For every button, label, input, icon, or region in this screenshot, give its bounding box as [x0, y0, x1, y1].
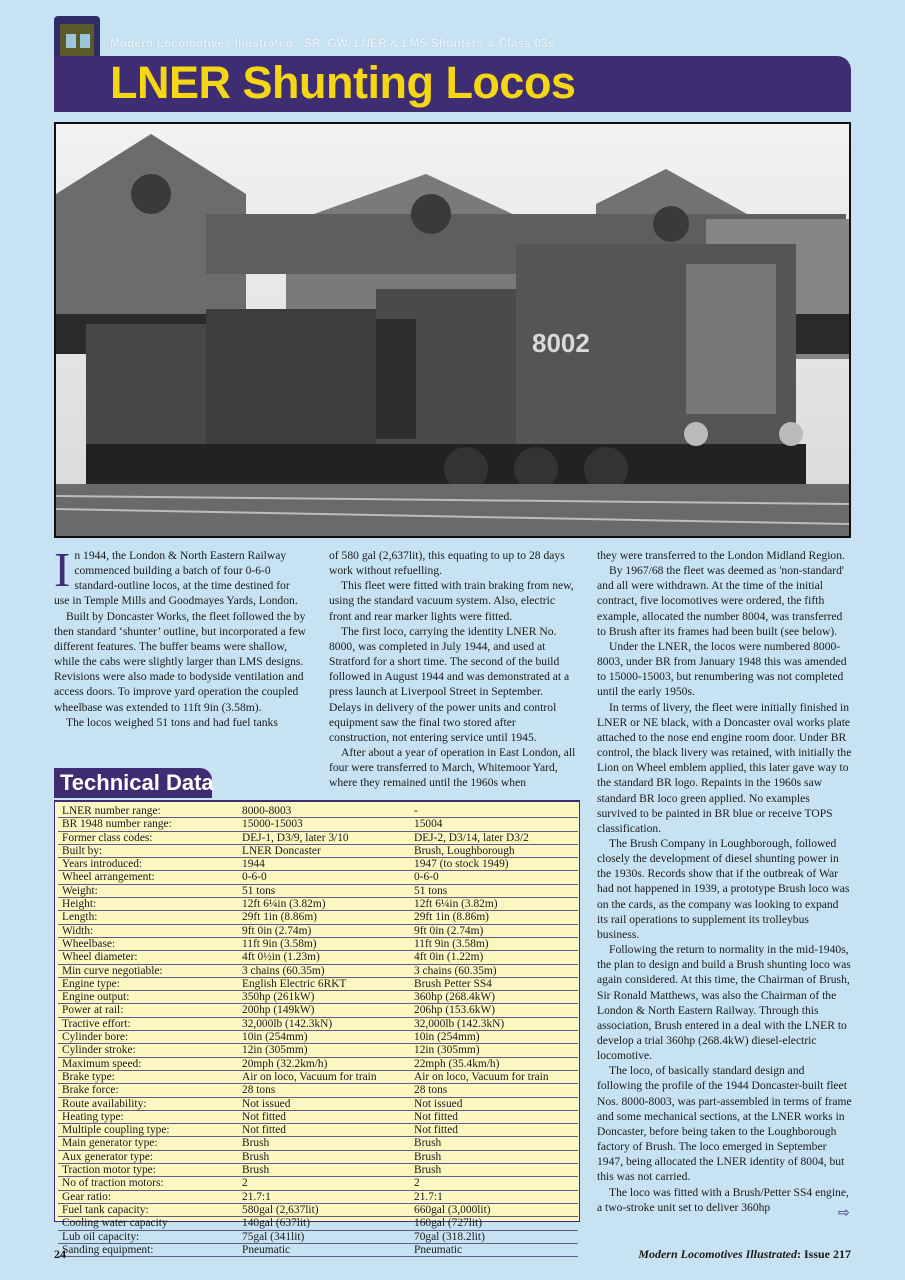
- table-row: [58, 1057, 578, 1070]
- paragraph: Built by Doncaster Works, the fleet followed the by then standard ‘shunter’ outline, but incorporated a few different features. The buffer beams were shallow, while the cabs were slightly larger than LMS designs. Revisions were also made to bodyside ventilation and access doors. To improve yard operation the coupled wheelbase was extended to 11ft 9in (3.58m).: [54, 609, 306, 714]
- table-cell: Weight:: [58, 884, 238, 897]
- page-number: 24: [54, 1247, 66, 1261]
- table-cell: 15000-15003: [238, 818, 410, 831]
- table-cell: 11ft 9in (3.58m): [410, 937, 578, 950]
- table-cell: Sanding equipment:: [58, 1243, 238, 1256]
- table-cell: 3 chains (60.35m): [410, 964, 578, 977]
- table-cell: Air on loco, Vacuum for train: [410, 1070, 578, 1083]
- table-cell: Not fitted: [410, 1124, 578, 1137]
- paragraph: The first loco, carrying the identity LNER No. 8000, was completed in July 1944, and used at Stratford for a short time. The second of the build followed in August 1944 and was demonstrated at a press launch at Liverpool Street in September. Delays in delivery of the power units and control equipment saw the final two stored after construction, not entering service until 1945.: [329, 624, 570, 744]
- table-cell: 10in (254mm): [410, 1031, 578, 1044]
- table-cell: 1947 (to stock 1949): [410, 858, 578, 871]
- table-cell: LNER number range:: [58, 805, 238, 818]
- table-cell: 11ft 9in (3.58m): [238, 937, 410, 950]
- table-row: [58, 871, 578, 884]
- table-row: [58, 1124, 578, 1137]
- table-cell: 12ft 6¼in (3.82m): [410, 898, 578, 911]
- table-cell: 4ft 0in (1.22m): [410, 951, 578, 964]
- table-row: [58, 1190, 578, 1203]
- paragraph: The loco was fitted with a Brush/Petter SS4 engine, a two-stroke unit set to deliver 360hp: [597, 1185, 849, 1214]
- table-row: [58, 1150, 578, 1163]
- table-cell: 20mph (32.2km/h): [238, 1057, 410, 1070]
- table-row: [58, 937, 578, 950]
- table-row: [58, 818, 578, 831]
- table-cell: 350hp (261kW): [238, 991, 410, 1004]
- number-plate: 8002: [532, 328, 590, 358]
- table-cell: Aux generator type:: [58, 1150, 238, 1163]
- table-row: [58, 1044, 578, 1057]
- table-cell: Brush: [410, 1150, 578, 1163]
- paragraph: of 580 gal (2,637lit), this equating to up to 28 days work without refuelling.: [329, 549, 565, 578]
- table-cell: 9ft 0in (2.74m): [410, 924, 578, 937]
- table-cell: Route availability:: [58, 1097, 238, 1110]
- table-row: [58, 844, 578, 857]
- table-cell: 51 tons: [238, 884, 410, 897]
- table-cell: 28 tons: [410, 1084, 578, 1097]
- table-cell: 660gal (3,000lit): [410, 1203, 578, 1216]
- table-row: [58, 858, 578, 871]
- table-cell: Length:: [58, 911, 238, 924]
- table-row: [58, 1137, 578, 1150]
- technical-data-title: Technical Data: [60, 770, 214, 795]
- table-cell: Lub oil capacity:: [58, 1230, 238, 1243]
- table-cell: 12in (305mm): [410, 1044, 578, 1057]
- table-row: [58, 924, 578, 937]
- table-row: [58, 1177, 578, 1190]
- table-cell: 4ft 0½in (1.23m): [238, 951, 410, 964]
- paragraph: By 1967/68 the fleet was deemed as 'non-standard' and all were withdrawn. At the time of the initial contract, five locomotives were ordered, the fifth example, allocated the number 8004, was transferred to Brush after its frames had been built (see below).: [597, 564, 845, 638]
- table-cell: Not fitted: [238, 1124, 410, 1137]
- table-cell: Former class codes:: [58, 831, 238, 844]
- table-cell: Engine type:: [58, 977, 238, 990]
- table-row: [58, 1203, 578, 1216]
- table-row: [58, 1164, 578, 1177]
- table-cell: Wheel diameter:: [58, 951, 238, 964]
- paragraph: In terms of livery, the fleet were initially finished in LNER or NE black, with a Doncaster oval works plate attached to the nose end engine room door. Under BR control, the black livery was retained, with initially the Lion on Wheel emblem applied, this later gave way to the standard BR logo. Repaints in the 1960s saw standard BR loco green applied. No examples survived to be painted in BR blue or receive TOPS classification.: [597, 700, 852, 835]
- table-cell: 12in (305mm): [238, 1044, 410, 1057]
- table-cell: 580gal (2,637lit): [238, 1203, 410, 1216]
- article-column-3: [597, 548, 852, 1215]
- table-cell: Gear ratio:: [58, 1190, 238, 1203]
- paragraph: Under the LNER, the locos were numbered 8000-8003, under BR from January 1948 this was amended to 15000-15003, but renumbering was not completed until the early 1950s.: [597, 639, 847, 699]
- page-title: LNER Shunting Locos: [110, 57, 576, 108]
- paragraph: After about a year of operation in East London, all four were transferred to March, Whitemoor Yard, where they remained until the 1960s when: [329, 746, 576, 790]
- drop-cap: I: [54, 542, 71, 597]
- table-row: [58, 964, 578, 977]
- table-cell: 10in (254mm): [238, 1031, 410, 1044]
- table-cell: 200hp (149kW): [238, 1004, 410, 1017]
- table-row: [58, 1031, 578, 1044]
- table-cell: Pneumatic: [410, 1243, 578, 1256]
- table-cell: Height:: [58, 898, 238, 911]
- table-cell: Min curve negotiable:: [58, 964, 238, 977]
- table-cell: 0-6-0: [238, 871, 410, 884]
- table-cell: Wheelbase:: [58, 937, 238, 950]
- table-cell: Main generator type:: [58, 1137, 238, 1150]
- table-cell: Brush Petter SS4: [410, 977, 578, 990]
- table-row: [58, 1084, 578, 1097]
- table-cell: Brush: [238, 1164, 410, 1177]
- article-column-1: In 1944, the London & North Eastern Railway commenced building a batch of four 0-6-0 standard-outline locos, at the time destined for use in Temple Mills and Goodmayes Yards, London. Built by Doncaster Works, the fleet followed the by then standard ‘shunter’ outline, but incorporated a few different features. The buffer beams were shallow, while the cabs were slightly larger than LMS designs. Revisions were also made to bodyside ventilation and access doors. To improve yard operation the coupled wheelbase was extended to 11ft 9in (3.58m). The locos weighed 51 tons and had fuel tanks: [54, 542, 306, 729]
- table-cell: 9ft 0in (2.74m): [238, 924, 410, 937]
- paragraph: Following the return to normality in the mid-1940s, the plan to design and build a Brush shunting loco was again considered. At this time, the Chairman of Brush, Sir Ronald Matthews, was also the Chairman of the London & North Eastern Railway. Through this association, Brush entered in a deal with the LNER to develop a trial 360hp (268.4kW) diesel-electric locomotive.: [597, 943, 851, 1063]
- table-row: [58, 1070, 578, 1083]
- table-cell: Years introduced:: [58, 858, 238, 871]
- table-cell: Cooling water capacity: [58, 1217, 238, 1230]
- table-cell: Engine output:: [58, 991, 238, 1004]
- table-cell: 29ft 1in (8.86m): [238, 911, 410, 924]
- table-cell: 140gal (637lit): [238, 1217, 410, 1230]
- table-cell: Cylinder stroke:: [58, 1044, 238, 1057]
- table-cell: 0-6-0: [410, 871, 578, 884]
- table-cell: Maximum speed:: [58, 1057, 238, 1070]
- table-cell: Brake force:: [58, 1084, 238, 1097]
- table-cell: 2: [410, 1177, 578, 1190]
- table-cell: Multiple coupling type:: [58, 1124, 238, 1137]
- table-cell: Not issued: [238, 1097, 410, 1110]
- table-cell: 22mph (35.4km/h): [410, 1057, 578, 1070]
- table-cell: DEJ-1, D3/9, later 3/10: [238, 831, 410, 844]
- technical-data-table: [58, 805, 578, 1257]
- table-cell: Wheel arrangement:: [58, 871, 238, 884]
- paragraph: they were transferred to the London Midland Region.: [597, 549, 845, 562]
- arrow-right-icon: ⇨: [838, 1205, 850, 1221]
- article-column-2: [329, 548, 577, 791]
- table-cell: Not fitted: [238, 1110, 410, 1123]
- table-cell: 12ft 6¼in (3.82m): [238, 898, 410, 911]
- table-cell: 1944: [238, 858, 410, 871]
- paragraph: The loco, of basically standard design and following the profile of the 1944 Doncaster-built fleet Nos. 8000-8003, was part-assembled in terms of frame and some mechanical sections, at the LNER works in Doncaster, before being taken to the Loughborough factory of Brush. The loco emerged in September 1947, being allocated the LNER identity of 8004, but this was not carried.: [597, 1064, 852, 1184]
- table-cell: 51 tons: [410, 884, 578, 897]
- table-row: [58, 1230, 578, 1243]
- table-cell: Cylinder bore:: [58, 1031, 238, 1044]
- table-cell: Brake type:: [58, 1070, 238, 1083]
- table-cell: Built by:: [58, 844, 238, 857]
- table-row: [58, 1097, 578, 1110]
- table-cell: -: [410, 805, 578, 818]
- table-cell: Pneumatic: [238, 1243, 410, 1256]
- table-cell: 360hp (268.4kW): [410, 991, 578, 1004]
- table-cell: 206hp (153.6kW): [410, 1004, 578, 1017]
- table-cell: Traction motor type:: [58, 1164, 238, 1177]
- table-cell: 70gal (318.2lit): [410, 1230, 578, 1243]
- series-title: Modern Locomotives Illustrated - SR, GW, LNER & LMS Shunters & Class 03s: [110, 38, 555, 50]
- table-cell: Not fitted: [410, 1110, 578, 1123]
- table-cell: Air on loco, Vacuum for train: [238, 1070, 410, 1083]
- table-row: [58, 898, 578, 911]
- table-cell: No of traction motors:: [58, 1177, 238, 1190]
- table-row: [58, 991, 578, 1004]
- table-row: [58, 884, 578, 897]
- table-cell: Not issued: [410, 1097, 578, 1110]
- table-cell: 15004: [410, 818, 578, 831]
- table-row: [58, 805, 578, 818]
- paragraph: The locos weighed 51 tons and had fuel tanks: [66, 715, 278, 729]
- table-cell: 32,000lb (142.3kN): [238, 1017, 410, 1030]
- table-cell: Brush: [410, 1137, 578, 1150]
- table-row: [58, 1004, 578, 1017]
- table-cell: 21.7:1: [410, 1190, 578, 1203]
- table-cell: 8000-8003: [238, 805, 410, 818]
- paragraph: This fleet were fitted with train braking from new, using the standard vacuum system. Also, electric front and rear marker lights were fitted.: [329, 579, 574, 623]
- table-cell: 2: [238, 1177, 410, 1190]
- locomotive-photo: [54, 122, 851, 538]
- table-cell: LNER Doncaster: [238, 844, 410, 857]
- table-row: [58, 977, 578, 990]
- table-cell: Brush: [238, 1137, 410, 1150]
- table-cell: Fuel tank capacity:: [58, 1203, 238, 1216]
- table-cell: Brush: [238, 1150, 410, 1163]
- table-cell: Width:: [58, 924, 238, 937]
- table-row: [58, 1110, 578, 1123]
- table-cell: 28 tons: [238, 1084, 410, 1097]
- table-cell: 29ft 1in (8.86m): [410, 911, 578, 924]
- table-row: [58, 831, 578, 844]
- table-cell: BR 1948 number range:: [58, 818, 238, 831]
- table-cell: 21.7:1: [238, 1190, 410, 1203]
- table-row: [58, 1217, 578, 1230]
- table-cell: 160gal (727lit): [410, 1217, 578, 1230]
- footer-credit: Modern Locomotives Illustrated: Issue 217: [638, 1247, 851, 1261]
- table-cell: 3 chains (60.35m): [238, 964, 410, 977]
- table-row: [58, 1243, 578, 1256]
- table-cell: Power at rail:: [58, 1004, 238, 1017]
- table-row: [58, 911, 578, 924]
- table-cell: DEJ-2, D3/14, later D3/2: [410, 831, 578, 844]
- table-cell: Tractive effort:: [58, 1017, 238, 1030]
- table-cell: English Electric 6RKT: [238, 977, 410, 990]
- table-cell: 75gal (341lit): [238, 1230, 410, 1243]
- table-cell: 32,000lb (142.3kN): [410, 1017, 578, 1030]
- table-row: [58, 951, 578, 964]
- paragraph: The Brush Company in Loughborough, followed closely the development of diesel shunting power in the 1930s. Records show that if the outbreak of War had not happened in 1939, a prototype Brush loco was on the cards, as the company was looking to expand its rail operations to supplement its trolleybus business.: [597, 836, 850, 941]
- table-cell: Brush: [410, 1164, 578, 1177]
- table-row: [58, 1017, 578, 1030]
- table-cell: Heating type:: [58, 1110, 238, 1123]
- table-cell: Brush, Loughborough: [410, 844, 578, 857]
